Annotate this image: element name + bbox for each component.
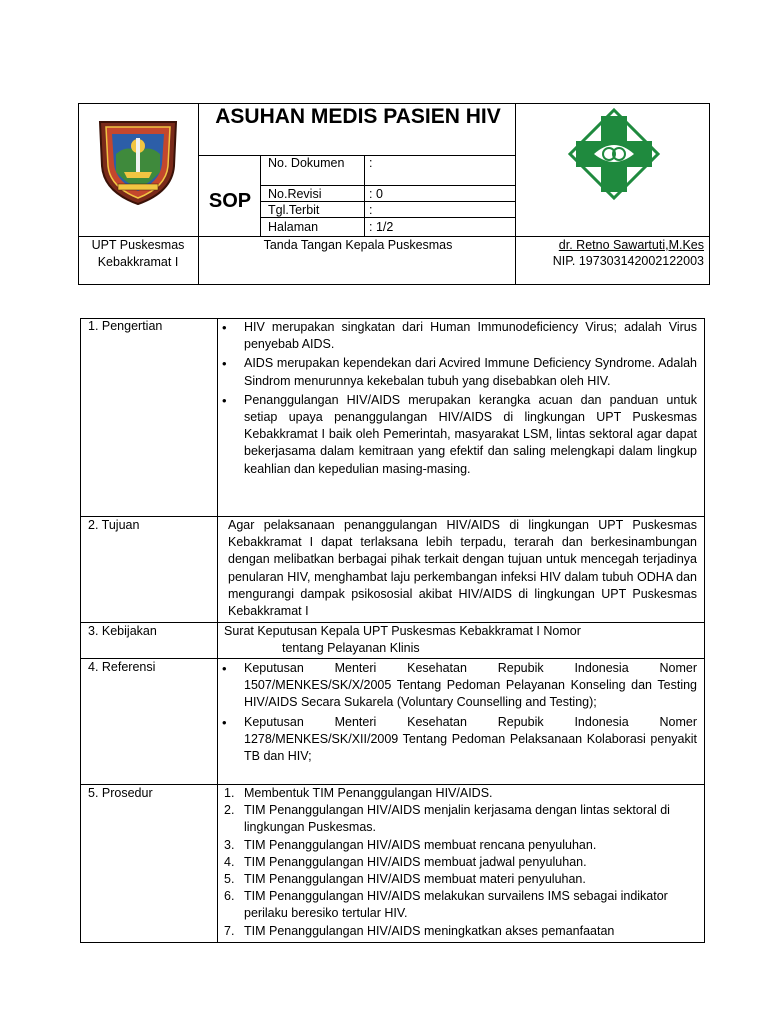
step-number: 5. (224, 872, 235, 887)
step-number: 6. (224, 889, 235, 904)
list-item (224, 837, 684, 854)
step-text: TIM Penanggulangan HIV/AIDS melakukan survailens IMS sebagai indikator perilaku beresiko tertular HIV. (244, 889, 668, 921)
step-text: TIM Penanggulangan HIV/AIDS membuat materi penyuluhan. (244, 872, 586, 887)
list-item: • Keputusan Menteri Kesehatan Repubik Indonesia Nomer 1507/MENKES/SK/X/2005 Tentang Pedoman Pelayanan Konseling dan Testing HIV/AIDS Secara Sukarela (Voluntary Counselling and Testing); (220, 660, 697, 712)
signature-label: Tanda Tangan Kepala Puskesmas (263, 238, 453, 252)
list-item (224, 802, 684, 836)
row-label-referensi: 4. Referensi (88, 660, 156, 674)
row-label-tujuan: 2. Tujuan (88, 518, 140, 532)
meta-label-tgl-terbit: Tgl.Terbit (268, 203, 320, 217)
step-text: TIM Penanggulangan HIV/AIDS membuat jadwal penyuluhan. (244, 854, 587, 869)
meta-label-no-revisi: No.Revisi (268, 187, 322, 201)
step-text: TIM Penanggulangan HIV/AIDS membuat rencana penyuluhan. (244, 837, 597, 852)
step-number: 3. (224, 837, 235, 852)
list-item (224, 888, 684, 922)
regency-emblem-logo (94, 114, 182, 208)
row-label-pengertian: 1. Pengertian (88, 319, 163, 333)
list-item (224, 923, 684, 940)
referensi-list (220, 660, 697, 765)
meta-label-halaman: Halaman (268, 220, 319, 234)
prosedur-list (224, 785, 684, 940)
step-number: 7. (224, 923, 235, 938)
step-number: 4. (224, 854, 235, 869)
list-item: • Keputusan Menteri Kesehatan Repubik Indonesia Nomer 1278/MENKES/SK/XII/2009 Tentang Pedoman Pelaksanaan Kolaborasi penyakit TB dan HIV; (220, 714, 697, 766)
step-number: 1. (224, 786, 235, 800)
signer-nip: NIP. 197303142002122003 (552, 254, 704, 268)
sop-label: SOP (208, 190, 252, 212)
tujuan-text: Agar pelaksanaan penanggulangan HIV/AIDS di lingkungan UPT Puskesmas Kebakkramat I dapat terlaksana lebih terpadu, terarah dan berkesinambungan dengan melibatkan berbagai pihak terkait dengan tujuan untuk mencegah terjadinya penularan HIV, menghambat laju perkembangan infeksi HIV dalam tubuh ODHA dan mengurangi dampak psikososial akibat HIV/AIDS di lingkungan UPT Puskesmas Kebakkramat I (228, 518, 697, 619)
list-item (224, 785, 684, 802)
row-label-kebijakan: 3. Kebijakan (88, 624, 157, 638)
meta-value-halaman: : 1/2 (369, 220, 394, 234)
list-item: • Penanggulangan HIV/AIDS merupakan kerangka acuan dan panduan untuk setiap upaya penanggulangan HIV/AIDS di lingkungan UPT Puskesmas Kebakkramat I baik oleh Pemerintah, masyarakat LSM, lintas sektoral agar dapat bekerjasama dalam kemitraan yang efektif dan saling melengkapi dalam lingkup keahlian dan kepedulian masing-masing. (220, 392, 697, 478)
kebijakan-line-1: Surat Keputusan Kepala UPT Puskesmas Kebakkramat I Nomor (224, 624, 581, 638)
step-text: TIM Penanggulangan HIV/AIDS meningkatkan akses pemanfaatan (244, 923, 615, 938)
list-item (224, 871, 684, 888)
step-number: 2. (224, 803, 235, 818)
puskesmas-logo (566, 106, 662, 202)
step-text: TIM Penanggulangan HIV/AIDS menjalin kerjasama dengan lintas sektoral di lingkungan Puskesmas. (244, 803, 670, 835)
list-item: • HIV merupakan singkatan dari Human Immunodeficiency Virus; adalah Virus penyebab AIDS. (220, 319, 697, 353)
signer-name: dr. Retno Sawartuti,M.Kes (558, 238, 704, 252)
pengertian-list (220, 319, 697, 478)
meta-value-tgl-terbit: : (369, 203, 373, 217)
list-item: • AIDS merupakan kependekan dari Acvired Immune Deficiency Syndrome. Adalah Sindrom menurunnya kekebalan tubuh yang disebabkan oleh HIV. (220, 355, 697, 389)
organization-name: UPT Puskesmas Kebakkramat I (91, 238, 185, 269)
kebijakan-line-2: tentang Pelayanan Klinis (282, 641, 420, 655)
meta-value-no-revisi: : 0 (369, 187, 383, 201)
step-text: Membentuk TIM Penanggulangan HIV/AIDS. (244, 786, 493, 800)
list-item (224, 854, 684, 871)
row-label-prosedur: 5. Prosedur (88, 786, 153, 800)
meta-value-no-dokumen: : (369, 156, 373, 170)
document-title: ASUHAN MEDIS PASIEN HIV (215, 105, 501, 128)
meta-label-no-dokumen: No. Dokumen (268, 156, 345, 170)
